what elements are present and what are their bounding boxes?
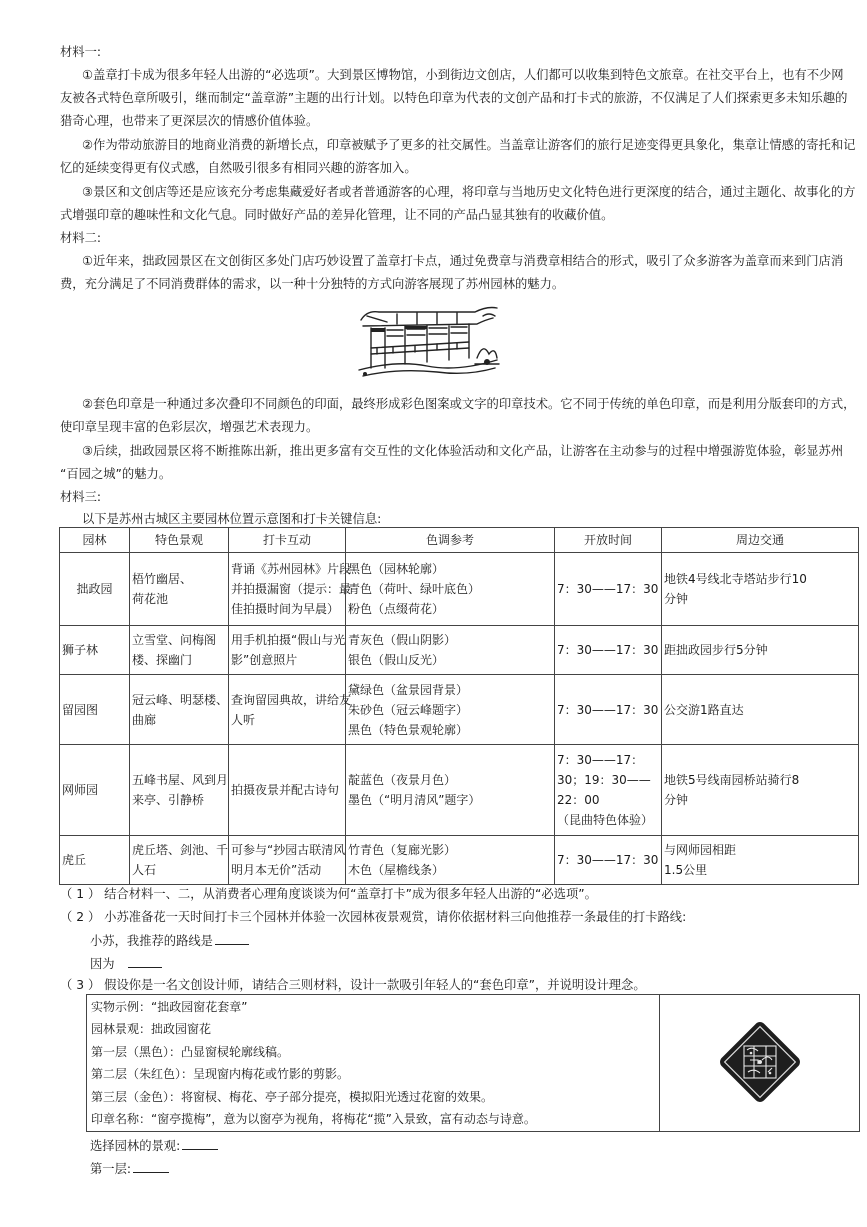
cell-line: 虎丘塔、剑池、千 bbox=[132, 843, 229, 857]
cell-line: 拍摄夜景并配古诗句 bbox=[231, 783, 340, 797]
question-2-reason-line bbox=[90, 955, 162, 973]
hours-cell bbox=[555, 836, 662, 885]
m1-p1-line1: ①盖章打卡成为很多年轻人出游的“必选项”。大到景区博物馆，小到街边文创店，人们都可以收集到特色文旅章。在社交平台上，也有不少网 bbox=[82, 68, 844, 82]
col-header: 特色景观 bbox=[130, 528, 229, 553]
cell-line: 背诵《苏州园林》片段 bbox=[231, 562, 352, 576]
garden-name: 狮子林 bbox=[60, 626, 130, 675]
cell-line: 黑色（特色景观轮廓） bbox=[348, 722, 469, 737]
cell-line: 来亭、引静桥 bbox=[132, 793, 205, 807]
cell-line: 粉色（点缀荷花） bbox=[348, 602, 445, 616]
cell-line: 7：30——17：30 bbox=[557, 582, 659, 596]
scenery-cell bbox=[130, 745, 229, 836]
col-header: 开放时间 bbox=[555, 528, 662, 553]
col-header: 打卡互动 bbox=[229, 528, 346, 553]
garden-name: 拙政园 bbox=[60, 553, 130, 626]
colors-cell bbox=[346, 626, 555, 675]
example-row bbox=[87, 995, 860, 1132]
cell-line: 影”创意照片 bbox=[231, 653, 298, 667]
m2-p2-line1: ②套色印章是一种通过多次叠印不同颜色的印面，最终形成彩色图案或文字的印章技术。它不同于传统的单色印章，而是利用分版套印的方式， bbox=[82, 397, 856, 411]
traffic-cell bbox=[662, 675, 859, 745]
cell-line: 用手机拍摄“假山与光 bbox=[231, 633, 346, 647]
interact-cell bbox=[229, 745, 346, 836]
hours-cell bbox=[555, 626, 662, 675]
cell-line: 分钟 bbox=[664, 592, 689, 606]
question-2-answer-line bbox=[90, 932, 249, 950]
scenery-cell bbox=[130, 553, 229, 626]
cell-line: 并拍摄漏窗（提示：最 bbox=[231, 582, 352, 596]
m1-p3-line2: 式增强印章的趣味性和文化气息。同时做好产品的差异化管理，让不同的产品凸显其独有的收藏价值。 bbox=[60, 208, 614, 222]
choose-scenery-line bbox=[90, 1137, 218, 1155]
m2-p3-line1: ③后续，拙政园景区将不断推陈出新，推出更多富有交互性的文化体验活动和文化产品，让游客在主动参与的过程中增强游览体验，彰显苏州 bbox=[82, 444, 844, 458]
first-layer-answer-blank[interactable] bbox=[133, 1160, 169, 1173]
col-header: 色调参考 bbox=[346, 528, 555, 553]
cell-line: 立雪堂、问梅阁 bbox=[132, 633, 217, 647]
colors-cell bbox=[346, 836, 555, 885]
col-header: 园林 bbox=[60, 528, 130, 553]
col-header: 周边交通 bbox=[662, 528, 859, 553]
cell-line: 曲廊 bbox=[132, 712, 157, 727]
m3-intro: 以下是苏州古城区主要园林位置示意图和打卡关键信息: bbox=[82, 512, 382, 526]
m1-p2-line2: 忆的延续变得更有仪式感，自然吸引很多有相同兴趣的游客加入。 bbox=[60, 161, 417, 175]
cell-line: 可参与“抄园古联清风 bbox=[231, 843, 346, 857]
cell-line: （昆曲特色体验） bbox=[557, 813, 654, 827]
table-row bbox=[60, 553, 859, 626]
cell-line: 佳拍摄时间为早晨） bbox=[231, 602, 340, 616]
cell-line: 银色（假山反光） bbox=[348, 653, 445, 667]
example-stamp-name: 印章名称：“窗亭揽梅”，意为以窗亭为视角，将梅花“揽”入景致，富有动态与诗意。 bbox=[91, 1112, 536, 1126]
cell-line: 7：30——17： bbox=[557, 753, 644, 767]
cell-line: 7：30——17：30 bbox=[557, 643, 659, 657]
hours-cell bbox=[555, 553, 662, 626]
cell-line: 青色（荷叶、绿叶底色） bbox=[348, 582, 481, 596]
m2-p3-line2: “百园之城”的魅力。 bbox=[60, 467, 172, 481]
cell-line: 人听 bbox=[231, 712, 256, 727]
cell-line: 地铁4号线北寺塔站步行10 bbox=[664, 572, 807, 586]
material-two-heading: 材料二: bbox=[60, 231, 102, 245]
traffic-cell bbox=[662, 626, 859, 675]
cell-line: 7：30——17：30 bbox=[557, 853, 659, 867]
m1-p3-line1: ③景区和文创店等还是应该充分考虑集藏爱好者或者普通游客的心理，将印章与当地历史文化特色进行更深度的结合，通过主题化、故事化的方 bbox=[82, 185, 856, 199]
garden-pavilion-illustration bbox=[357, 302, 502, 382]
scenery-answer-blank[interactable] bbox=[182, 1137, 218, 1150]
cell-line: 7：30——17：30 bbox=[557, 702, 659, 717]
scenery-cell bbox=[130, 626, 229, 675]
hours-cell bbox=[555, 675, 662, 745]
table-row bbox=[60, 836, 859, 885]
traffic-cell bbox=[662, 836, 859, 885]
table-row bbox=[60, 626, 859, 675]
example-layer-1: 第一层（黑色）：凸显窗棂轮廓线稿。 bbox=[91, 1044, 290, 1059]
interact-cell bbox=[229, 626, 346, 675]
example-layer-2: 第二层（朱红色）：呈现窗内梅花或竹影的剪影。 bbox=[91, 1067, 350, 1081]
example-scenery: 园林景观：拙政园窗花 bbox=[91, 1022, 212, 1036]
m2-p1-line1: ①近年来，拙政园景区在文创街区多处门店巧妙设置了盖章打卡点，通过免费章与消费章相结合的形式，吸引了众多游客为盖章而来到门店消 bbox=[82, 254, 844, 268]
reason-answer-blank[interactable] bbox=[128, 955, 162, 968]
cell-line: 与网师园相距 bbox=[664, 843, 737, 857]
m1-p1-line3: 猎奇心理，也带来了更深层次的情感价值体验。 bbox=[60, 114, 319, 128]
cell-line: 查询留园典故，讲给友 bbox=[231, 692, 352, 707]
garden-name: 虎丘 bbox=[60, 836, 130, 885]
cell-line: 墨色（“明月清风”题字） bbox=[348, 793, 481, 807]
stamp-image-cell bbox=[660, 995, 860, 1132]
cell-line: 距拙政园步行5分钟 bbox=[664, 643, 768, 657]
stamp-design-table bbox=[86, 994, 860, 1132]
interact-cell bbox=[229, 553, 352, 626]
m2-p1-line2: 费，充分满足了不同消费群体的需求，以一种十分独特的方式向游客展现了苏州园林的魅力。 bbox=[60, 277, 565, 291]
example-title: 实物示例：“拙政园窗花套章” bbox=[91, 999, 248, 1014]
example-layer-3: 第三层（金色）：将窗棂、梅花、亭子部分提亮，模拟阳光透过花窗的效果。 bbox=[91, 1089, 494, 1104]
hours-cell bbox=[555, 745, 662, 836]
garden-info-table bbox=[59, 527, 859, 885]
cell-line: 1.5公里 bbox=[664, 863, 708, 877]
cell-line: 靛蓝色（夜景月色） bbox=[348, 773, 457, 787]
first-layer-line bbox=[90, 1160, 169, 1178]
interact-cell bbox=[229, 836, 346, 885]
question-2: （ 2 ） 小苏准备花一天时间打卡三个园林并体验一次园林夜景观赏，请你依据材料三向他推荐一条最佳的打卡路线: bbox=[60, 910, 687, 924]
cell-line: 梧竹幽居、 bbox=[132, 572, 193, 586]
reason-prompt: 因为 bbox=[90, 957, 115, 971]
cell-line: 黑色（园林轮廓） bbox=[348, 562, 445, 576]
traffic-cell bbox=[662, 745, 859, 836]
m2-p2-line2: 使印章呈现丰富的色彩层次，增强艺术表现力。 bbox=[60, 420, 319, 434]
cell-line: 人石 bbox=[132, 863, 157, 877]
stamp-image bbox=[714, 1016, 806, 1108]
answer-prompt: 小苏，我推荐的路线是 bbox=[90, 934, 213, 948]
colors-cell bbox=[346, 553, 555, 626]
cell-line: 青灰色（假山阴影） bbox=[348, 633, 457, 647]
cell-line: 分钟 bbox=[664, 793, 689, 807]
traffic-cell bbox=[662, 553, 859, 626]
cell-line: 30；19：30—— bbox=[557, 773, 651, 787]
scenery-cell bbox=[130, 836, 229, 885]
route-answer-blank[interactable] bbox=[215, 932, 249, 945]
material-three-heading: 材料三: bbox=[60, 490, 102, 504]
cell-line: 竹青色（复廊光影） bbox=[348, 843, 457, 857]
cell-line: 冠云峰、明瑟楼、 bbox=[132, 692, 229, 707]
table-row bbox=[60, 675, 859, 745]
question-3: （ 3 ） 假设你是一名文创设计师，请结合三则材料，设计一款吸引年轻人的“套色印章”，并说明设计理念。 bbox=[60, 978, 646, 992]
cell-line: 明月本无价”活动 bbox=[231, 863, 322, 877]
choose-scenery-prompt: 选择园林的景观: bbox=[90, 1139, 181, 1153]
table-header-row bbox=[60, 528, 859, 553]
first-layer-prompt: 第一层: bbox=[90, 1162, 132, 1176]
m1-p2-line1: ②作为带动旅游目的地商业消费的新增长点，印章被赋予了更多的社交属性。当盖章让游客们的旅行足迹变得更具象化，集章让情感的寄托和记 bbox=[82, 138, 856, 152]
cell-line: 22：00 bbox=[557, 793, 600, 807]
question-1: （ 1 ） 结合材料一、二，从消费者心理角度谈谈为何“盖章打卡”成为很多年轻人出游的“必选项”。 bbox=[60, 887, 597, 901]
cell-line: 朱砂色（冠云峰题字） bbox=[348, 702, 469, 717]
interact-cell bbox=[229, 675, 352, 745]
colors-cell bbox=[346, 745, 555, 836]
garden-name: 留园图 bbox=[60, 675, 130, 745]
example-text-cell bbox=[87, 995, 660, 1132]
cell-line: 五峰书屋、风到月 bbox=[132, 773, 229, 787]
cell-line: 黛绿色（盆景园背景） bbox=[348, 682, 469, 697]
cell-line: 楼、探幽门 bbox=[132, 653, 193, 667]
material-one-heading: 材料一: bbox=[60, 45, 102, 59]
cell-line: 地铁5号线南园桥站骑行8 bbox=[664, 773, 800, 787]
garden-name: 网师园 bbox=[60, 745, 130, 836]
table-row bbox=[60, 745, 859, 836]
cell-line: 公交游1路直达 bbox=[664, 702, 744, 717]
m1-p1-line2: 友被各式特色章所吸引，继而制定“盖章游”主题的出行计划。以特色印章为代表的文创产品和打卡式的旅游，不仅满足了人们探索更多未知乐趣的 bbox=[60, 91, 848, 105]
cell-line: 木色（屋檐线条） bbox=[348, 863, 445, 877]
colors-cell bbox=[346, 675, 555, 745]
scenery-cell bbox=[130, 675, 229, 745]
cell-line: 荷花池 bbox=[132, 592, 169, 606]
